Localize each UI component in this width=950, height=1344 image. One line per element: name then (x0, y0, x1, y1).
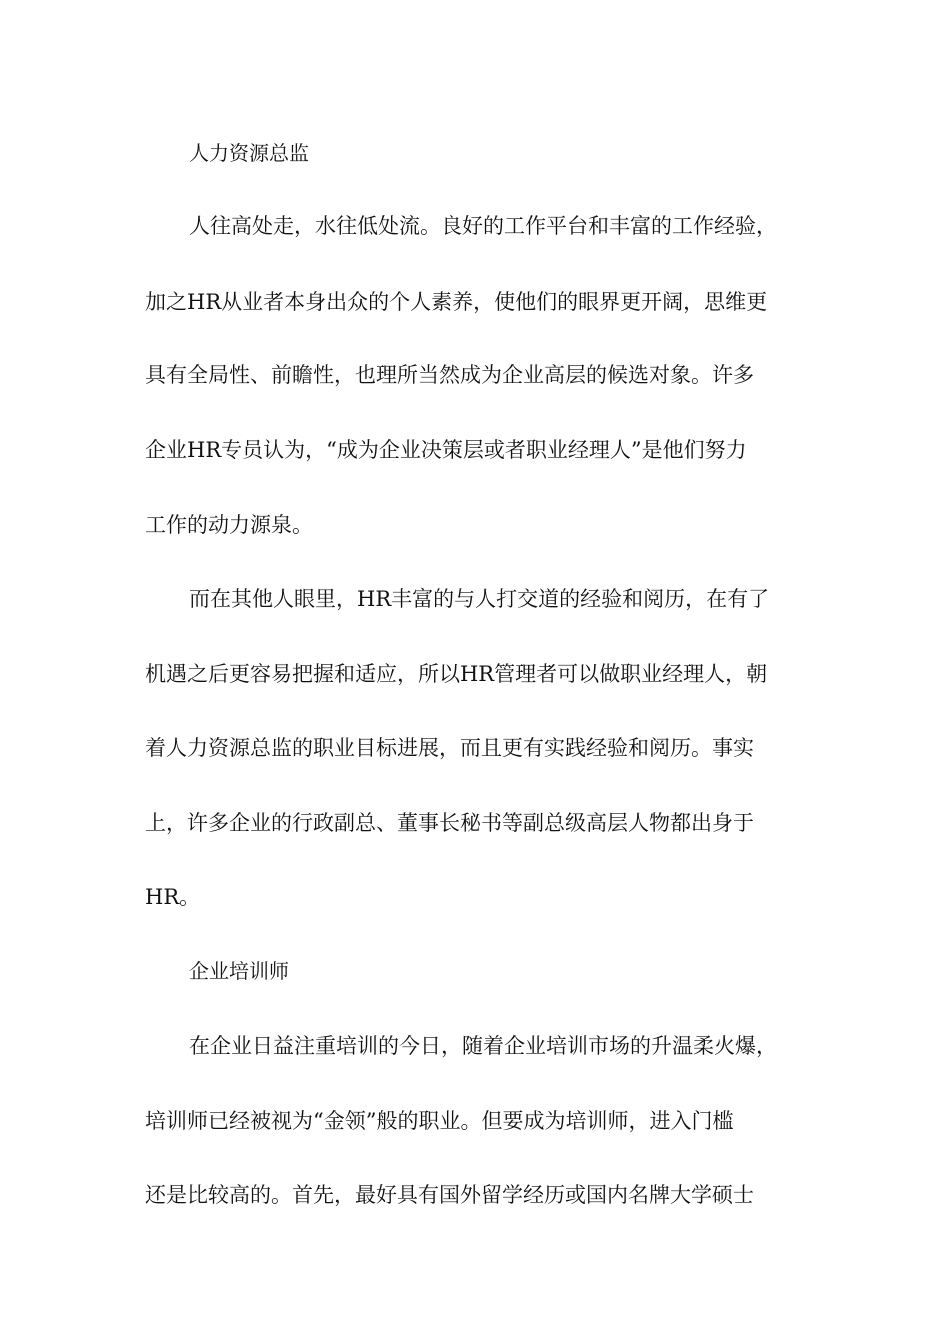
paragraph-line: 在企业日益注重培训的今日，随着企业培训市场的升温柔火爆， (189, 1034, 777, 1058)
paragraph-line: 机遇之后更容易把握和适应，所以HR管理者可以做职业经理人，朝 (145, 662, 768, 686)
paragraph-line: 上，许多企业的行政副总、董事长秘书等副总级高层人物都出身于 (145, 811, 754, 835)
paragraph-line: 着人力资源总监的职业目标进展，而且更有实践经验和阅历。事实 (145, 736, 754, 760)
paragraph-line: 企业HR专员认为，“成为企业决策层或者职业经理人”是他们努力 (145, 438, 747, 462)
section-heading: 人力资源总监 (189, 141, 309, 165)
paragraph-line: 而在其他人眼里，HR丰富的与人打交道的经验和阅历，在有了 (189, 587, 770, 611)
paragraph-line: 加之HR从业者本身出众的个人素养，使他们的眼界更开阔，思维更 (145, 290, 768, 314)
paragraph-line: 还是比较高的。首先，最好具有国外留学经历或国内名牌大学硕士 (145, 1183, 754, 1207)
paragraph-line: 具有全局性、前瞻性，也理所当然成为企业高层的候选对象。许多 (145, 363, 754, 387)
paragraph-line: HR。 (145, 885, 201, 909)
paragraph-line: 人往高处走，水往低处流。良好的工作平台和丰富的工作经验， (189, 214, 777, 238)
section-heading: 企业培训师 (189, 959, 289, 983)
paragraph-line: 工作的动力源泉。 (145, 513, 313, 537)
paragraph-line: 培训师已经被视为“金领”般的职业。但要成为培训师，进入门槛 (145, 1109, 734, 1133)
